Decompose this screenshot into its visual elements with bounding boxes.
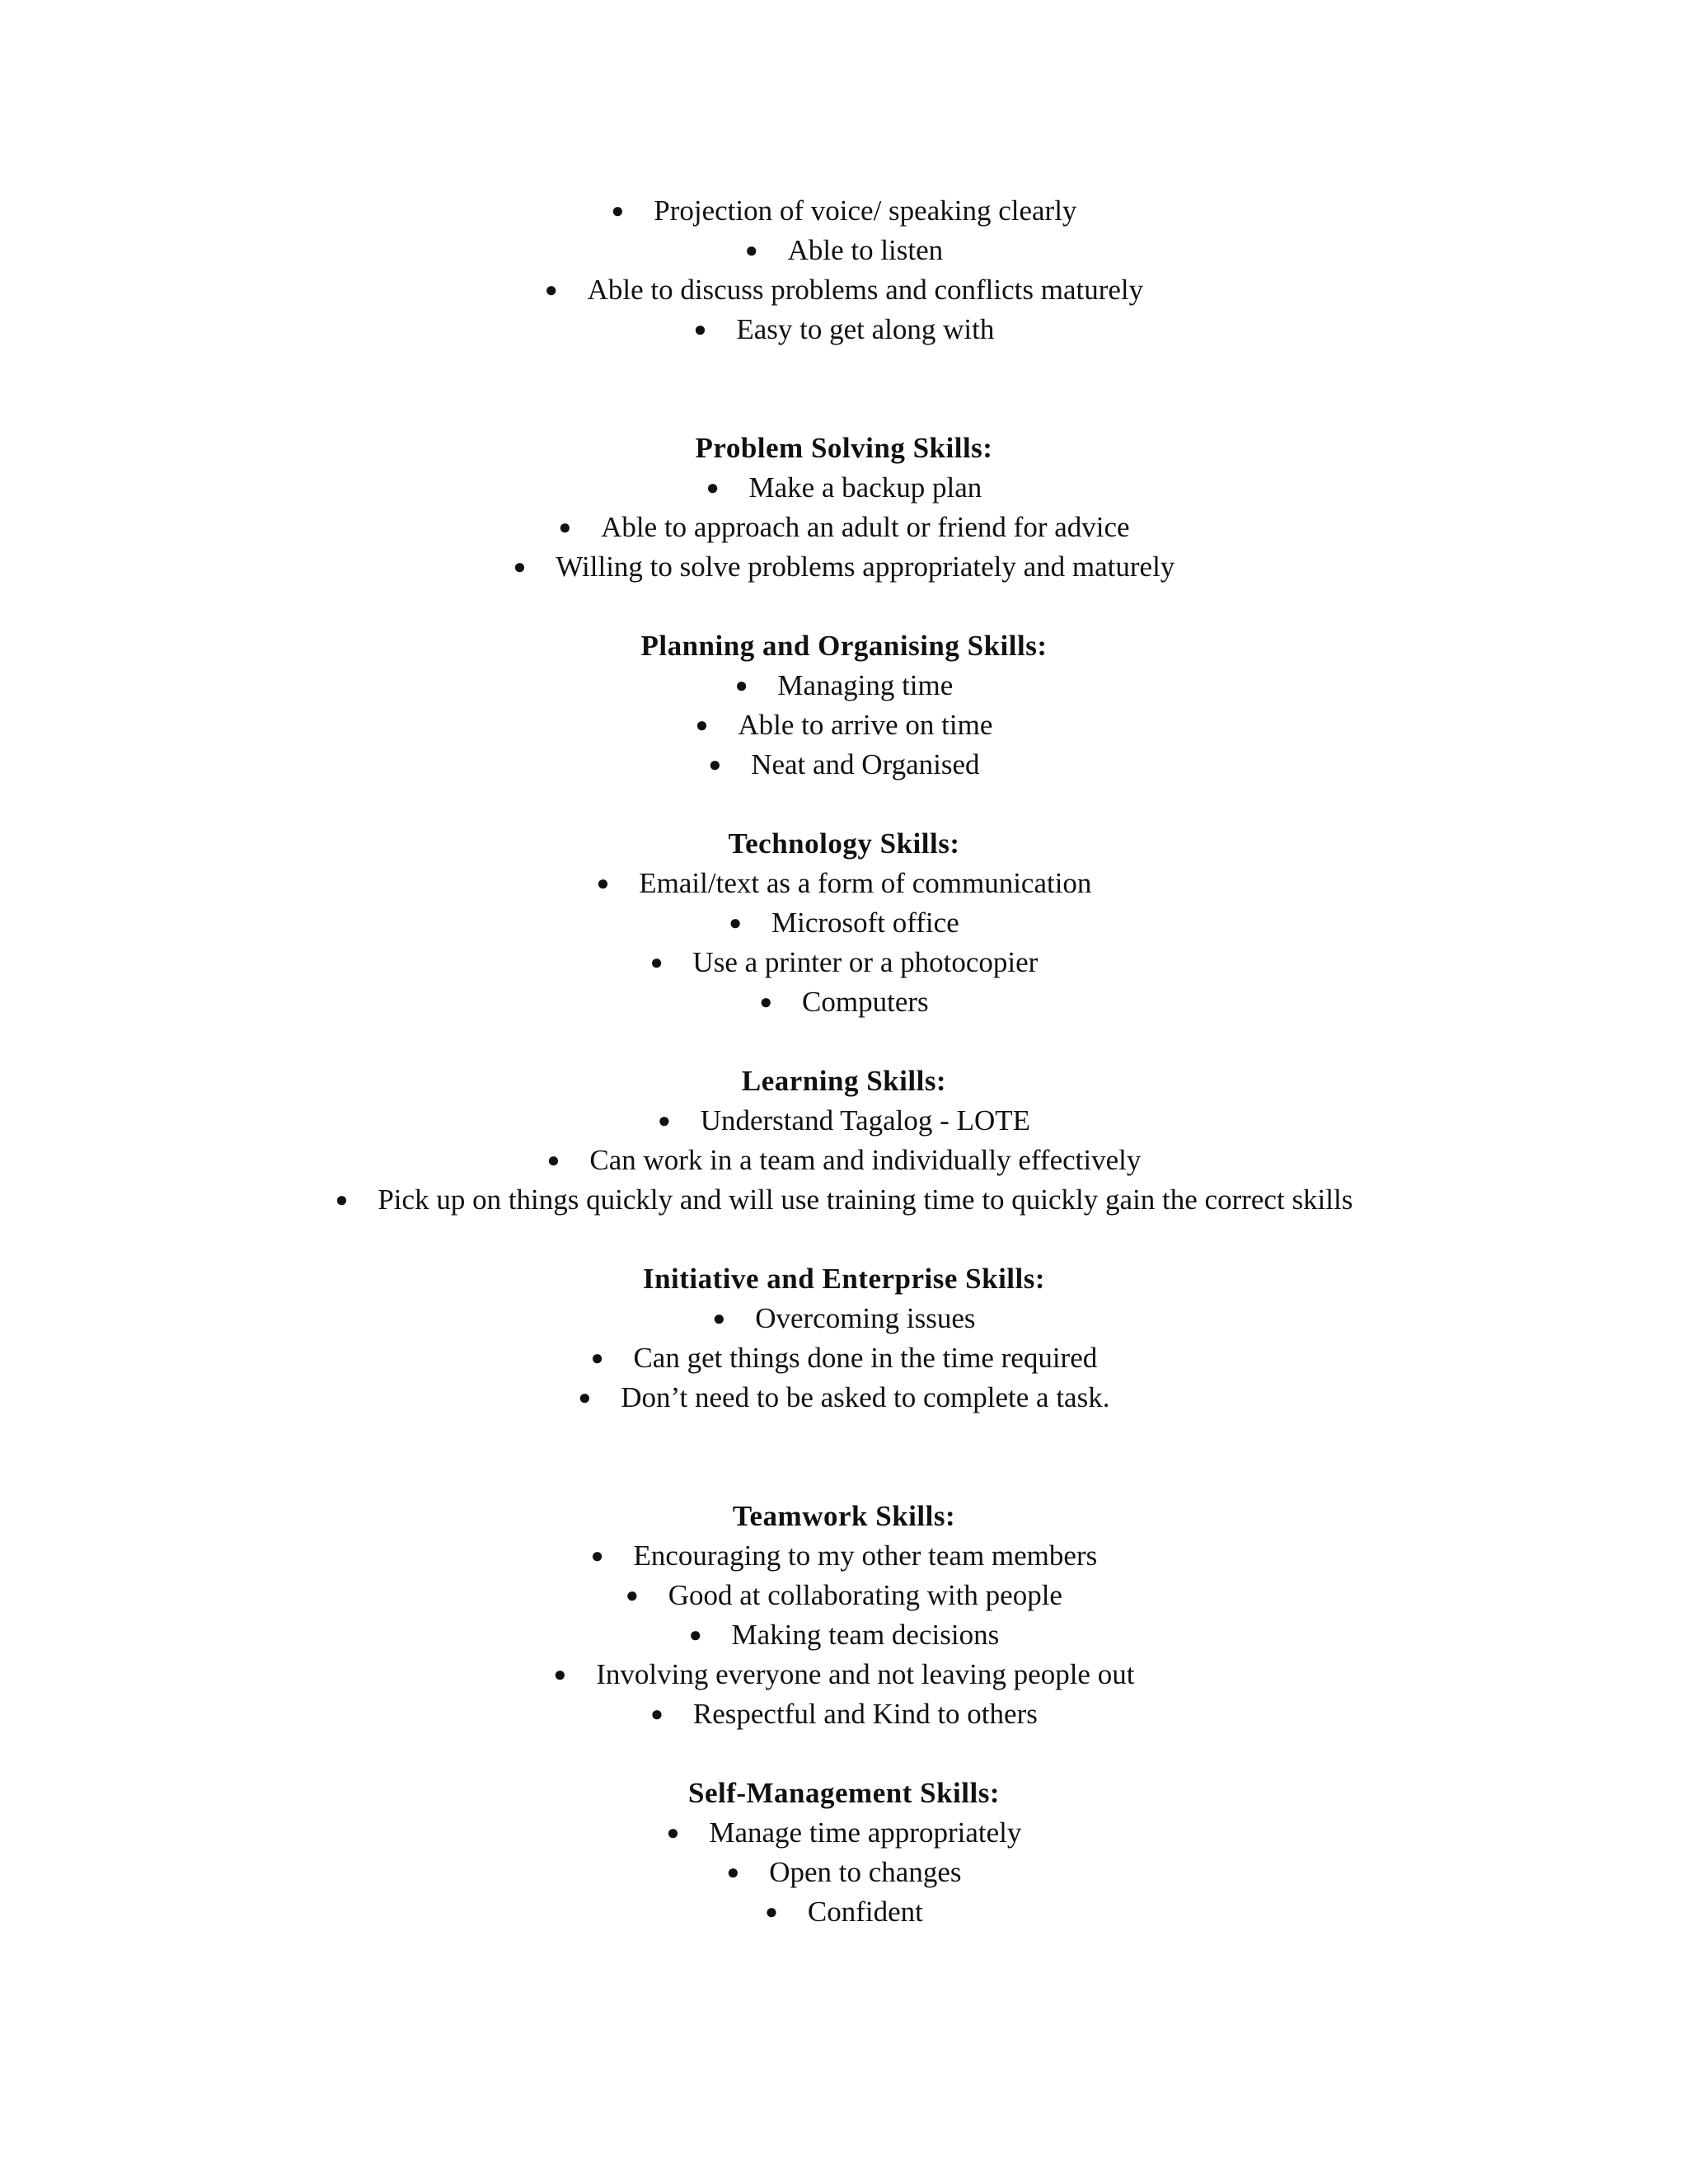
list-item <box>0 1615 1688 1655</box>
list-item <box>0 1853 1688 1892</box>
list-item-text: Don’t need to be asked to complete a task. <box>621 1381 1110 1413</box>
list-item-text: Can get things done in the time required <box>633 1342 1098 1374</box>
intro-list <box>0 191 1688 349</box>
list-item <box>0 705 1688 745</box>
section-heading: Planning and Organising Skills: <box>640 630 1048 662</box>
bullet-icon: ● <box>658 1108 671 1132</box>
bullet-icon: ● <box>706 476 720 499</box>
list-item-text: Manage time appropriately <box>709 1816 1022 1849</box>
section-heading: Problem Solving Skills: <box>695 432 993 464</box>
list-item-text: Computers <box>802 986 929 1018</box>
bullet-icon: ● <box>734 673 748 697</box>
bullet-icon: ● <box>553 1662 567 1686</box>
list-item <box>0 1813 1688 1853</box>
list-item-text: Willing to solve problems appropriately and maturely <box>556 551 1175 583</box>
bullet-icon: ● <box>765 1900 778 1924</box>
list-item <box>0 231 1688 270</box>
list-item-text: Confident <box>807 1896 923 1928</box>
section-list <box>0 1299 1688 1418</box>
section-list <box>0 666 1688 785</box>
spacer <box>0 587 1688 626</box>
bullet-icon: ● <box>578 1385 592 1409</box>
list-item-text: Email/text as a form of communication <box>639 867 1092 899</box>
bullet-icon: ● <box>611 199 625 223</box>
spacer <box>0 349 1688 429</box>
list-item <box>0 508 1688 547</box>
bullet-icon: ● <box>650 1702 663 1726</box>
list-item-text: Respectful and Kind to others <box>692 1698 1038 1730</box>
section-learning <box>0 1062 1688 1220</box>
list-item-text: Good at collaborating with people <box>668 1579 1062 1611</box>
list-item <box>0 547 1688 587</box>
bullet-icon: ● <box>335 1188 349 1212</box>
section-teamwork <box>0 1497 1688 1734</box>
list-item-text: Able to discuss problems and conflicts maturely <box>587 274 1144 306</box>
bullet-icon: ● <box>626 1583 639 1607</box>
bullet-icon: ● <box>759 990 773 1014</box>
list-item <box>0 1299 1688 1338</box>
list-item <box>0 1694 1688 1734</box>
bullet-icon: ● <box>726 1860 740 1884</box>
section-heading: Teamwork Skills: <box>732 1500 956 1532</box>
list-item-text: Managing time <box>777 669 954 701</box>
list-item-text: Pick up on things quickly and will use training time to quickly gain the correct skills <box>377 1183 1353 1216</box>
bullet-icon: ● <box>546 1148 560 1172</box>
list-item-text: Make a backup plan <box>748 471 982 504</box>
section-list <box>0 1813 1688 1932</box>
list-item <box>0 666 1688 705</box>
section-list <box>0 468 1688 587</box>
list-item-text: Neat and Organised <box>751 748 980 780</box>
section-technology <box>0 824 1688 1022</box>
list-item <box>0 1536 1688 1576</box>
list-item-text: Involving everyone and not leaving people out <box>596 1658 1135 1690</box>
list-item <box>0 745 1688 785</box>
bullet-icon: ● <box>712 1306 726 1330</box>
list-item-text: Making team decisions <box>731 1619 1000 1651</box>
list-item-text: Can work in a team and individually effectively <box>589 1144 1142 1176</box>
list-item <box>0 1576 1688 1615</box>
list-item-text: Use a printer or a photocopier <box>692 946 1039 978</box>
list-item-text: Able to listen <box>787 234 944 266</box>
bullet-icon: ● <box>695 713 709 737</box>
list-item <box>0 1141 1688 1180</box>
list-item <box>0 943 1688 982</box>
list-item-text: Open to changes <box>769 1856 962 1888</box>
bullet-icon: ● <box>590 1346 604 1370</box>
spacer <box>0 1418 1688 1497</box>
section-heading: Self-Management Skills: <box>687 1777 1000 1809</box>
section-heading: Learning Skills: <box>741 1065 947 1097</box>
spacer <box>0 1220 1688 1259</box>
bullet-icon: ● <box>708 752 722 776</box>
bullet-icon: ● <box>558 515 572 539</box>
list-item <box>0 1892 1688 1932</box>
section-list <box>0 1536 1688 1734</box>
list-item-text: Able to arrive on time <box>738 709 993 741</box>
list-item-text: Projection of voice/ speaking clearly <box>654 194 1077 227</box>
intro-section <box>0 191 1688 349</box>
list-item <box>0 310 1688 349</box>
list-item <box>0 468 1688 508</box>
bullet-icon: ● <box>729 911 742 935</box>
list-item <box>0 270 1688 310</box>
spacer <box>0 1022 1688 1062</box>
list-item <box>0 1180 1688 1220</box>
section-problem-solving <box>0 429 1688 587</box>
spacer <box>0 1734 1688 1774</box>
bullet-icon: ● <box>666 1821 680 1844</box>
section-list <box>0 864 1688 1022</box>
bullet-icon: ● <box>513 555 527 579</box>
list-item-text: Easy to get along with <box>736 313 995 345</box>
list-item <box>0 1378 1688 1418</box>
section-list <box>0 1101 1688 1220</box>
bullet-icon: ● <box>544 278 558 302</box>
spacer <box>0 785 1688 824</box>
bullet-icon: ● <box>649 950 663 974</box>
bullet-icon: ● <box>590 1544 604 1568</box>
list-item-text: Able to approach an adult or friend for advice <box>601 511 1130 543</box>
bullet-icon: ● <box>688 1623 702 1647</box>
bullet-icon: ● <box>744 238 758 262</box>
list-item-text: Understand Tagalog - LOTE <box>700 1104 1030 1137</box>
section-initiative-enterprise <box>0 1259 1688 1418</box>
section-heading: Initiative and Enterprise Skills: <box>642 1263 1046 1295</box>
list-item <box>0 864 1688 903</box>
list-item <box>0 903 1688 943</box>
section-self-management <box>0 1774 1688 1932</box>
document-page <box>0 191 1688 1932</box>
list-item-text: Encouraging to my other team members <box>633 1540 1098 1572</box>
list-item <box>0 1101 1688 1141</box>
list-item-text: Microsoft office <box>771 907 959 939</box>
list-item <box>0 1655 1688 1694</box>
section-planning-organising <box>0 626 1688 785</box>
list-item <box>0 1338 1688 1378</box>
bullet-icon: ● <box>693 317 707 341</box>
list-item <box>0 191 1688 231</box>
list-item-text: Overcoming issues <box>755 1302 976 1334</box>
list-item <box>0 982 1688 1022</box>
bullet-icon: ● <box>596 871 610 895</box>
section-heading: Technology Skills: <box>728 827 960 860</box>
